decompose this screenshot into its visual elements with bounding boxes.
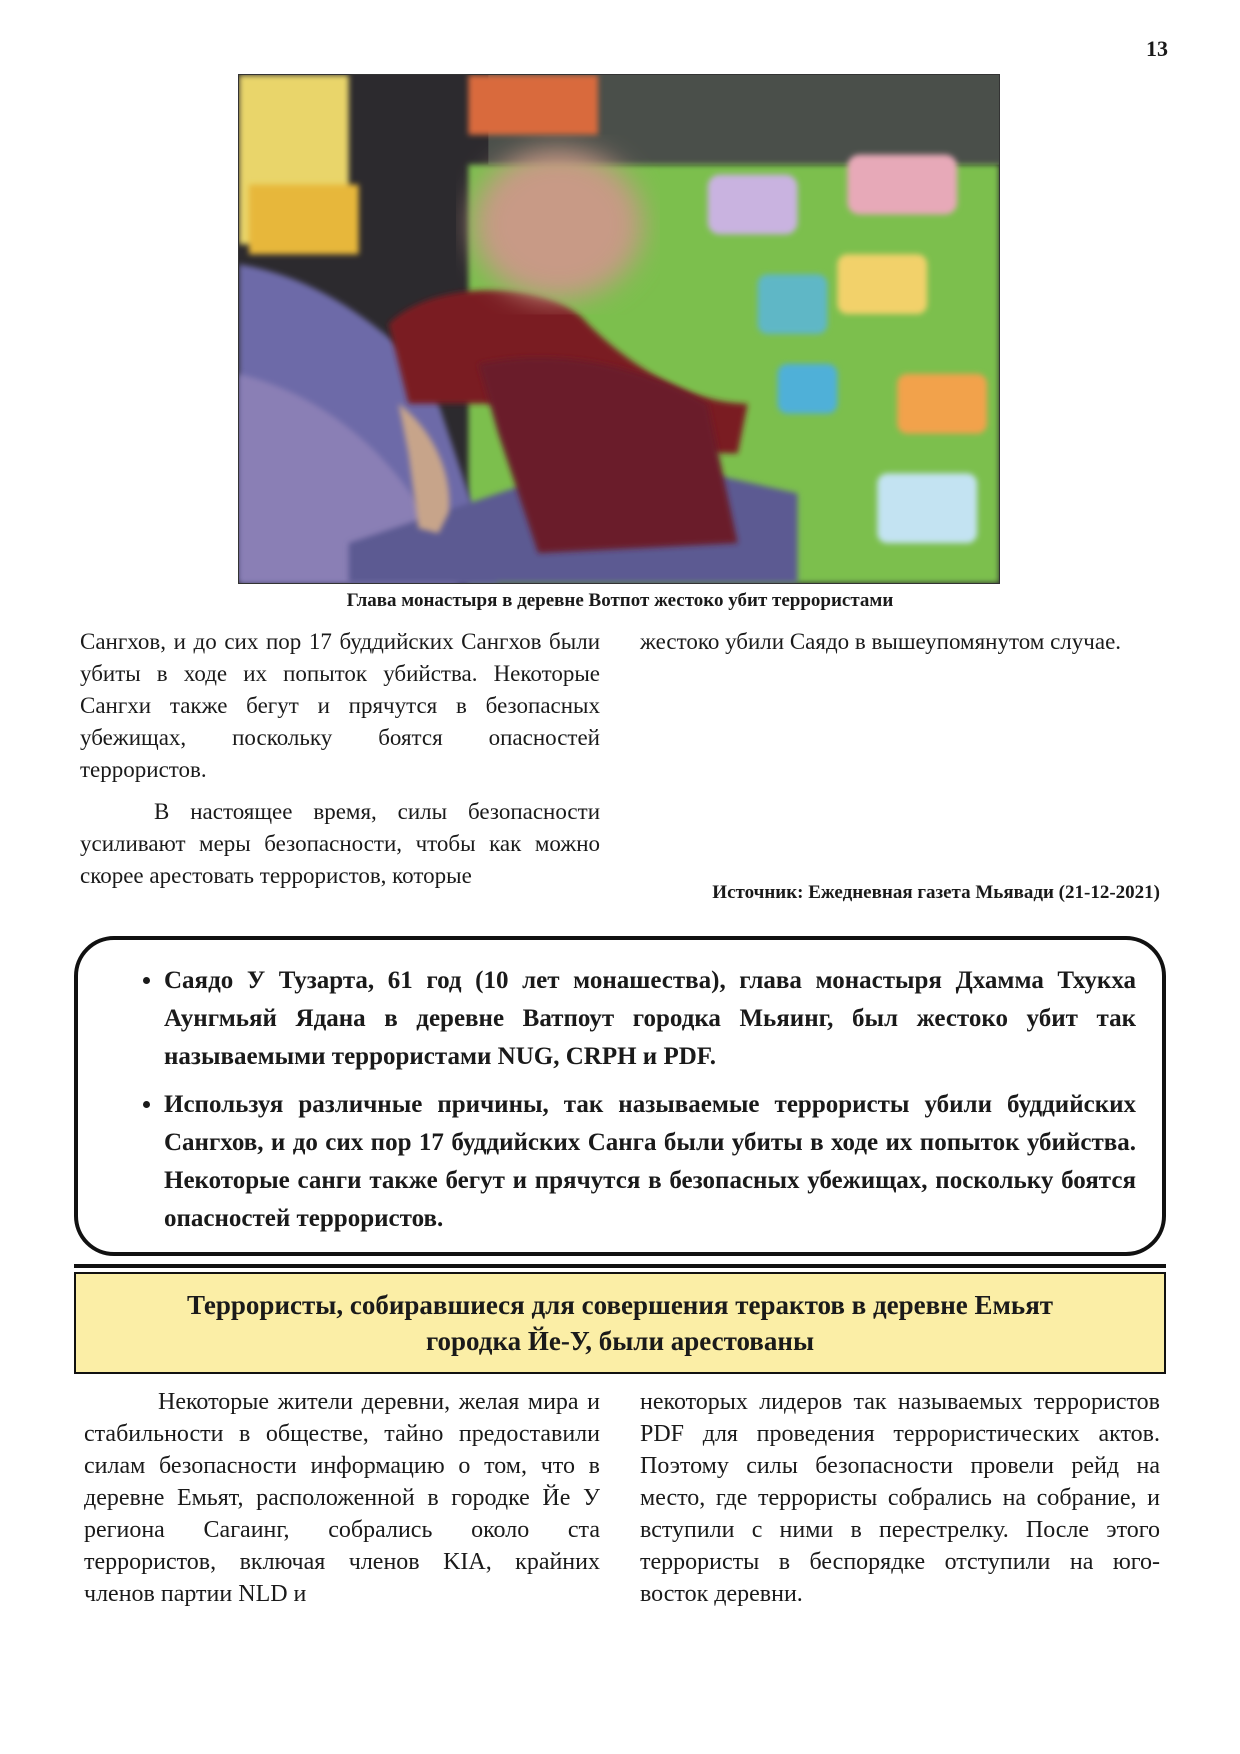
article2-right-column (640, 1386, 1160, 1610)
headline-title (187, 1287, 1053, 1359)
article2-paragraph: некоторых лидеров так называемых террористов PDF для проведения террористических актов. Поэтому силы безопасности провели рейд на место, где террористы собрались на собрание, и вступили с ними в перестрелку. После этого террористы в беспорядке отступили на юго-восток деревни. (640, 1389, 1160, 1607)
summary-bullet: • Саядо У Тузарта, 61 год (10 лет монашества), глава монастыря Дхамма Тхукха Аунгмьяй Ядана в деревне Ватпоут городка Мьяинг, был жестоко убит так называемыми террористами NUG, CRPH и PDF. (164, 962, 1136, 1076)
section-divider (74, 1264, 1166, 1268)
article1-paragraph: жестоко убили Саядо в вышеупомянутом случае. (640, 629, 1122, 654)
summary-list (130, 962, 1136, 1238)
summary-bullet: • Используя различные причины, так называемые террористы убили буддийских Сангхов, и до сих пор 17 буддийских Санга были убиты в ходе их попыток убийства. Некоторые санги также бегут и прячутся в безопасных убежищах, поскольку боятся опасностей террористов. (164, 1086, 1136, 1238)
article1-right-column (640, 626, 1160, 658)
article1-paragraph: Сангхов, и до сих пор 17 буддийских Сангхов были убиты в ходе их попыток убийства. Некоторые Сангхи также бегут и прячутся в безопасных убежищах, поскольку боятся опасностей террористов. (80, 629, 600, 782)
source-citation: Источник: Ежедневная газета Мьявади (21-12-2021) (712, 882, 1160, 903)
page-number: 13 (1146, 36, 1168, 61)
photo-caption: Глава монастыря в деревне Вотпот жестоко убит террористами (346, 590, 894, 611)
headline-line: городка Йе-У, были арестованы (425, 1326, 815, 1356)
article2-left-column (84, 1386, 600, 1610)
article1-paragraph: В настоящее время, силы безопасности усиливают меры безопасности, чтобы как можно скорее арестовать террористов, которые (80, 799, 600, 888)
article1-left-column (80, 626, 600, 892)
article-photo (238, 74, 1000, 584)
headline-box (74, 1272, 1166, 1374)
article2-paragraph: Некоторые жители деревни, желая мира и стабильности в обществе, тайно предоставили силам безопасности информацию о том, что в деревне Емьят, расположенной в городке Йе У региона Сагаинг, собрались около ста террористов, включая членов KIA, крайних членов партии NLD и (84, 1389, 600, 1607)
headline-line: Террористы, собиравшиеся для совершения терактов в деревне Емьят (186, 1290, 1054, 1320)
blurred-photo-icon (239, 75, 999, 583)
summary-box (74, 936, 1166, 1256)
